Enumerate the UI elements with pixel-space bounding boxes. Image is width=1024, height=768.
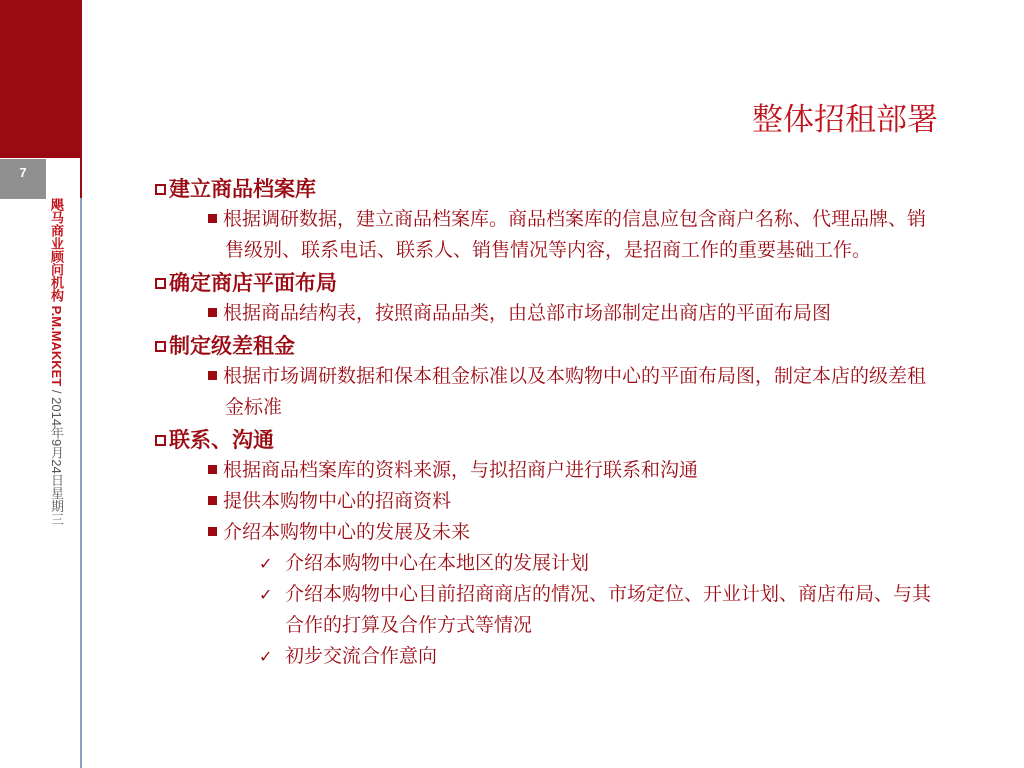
hollow-square-bullet-icon [155, 184, 166, 195]
filled-square-bullet-icon [208, 371, 217, 380]
check-item: ✓ 介绍本购物中心在本地区的发展计划 [155, 548, 935, 579]
side-brand: P.M.MAKKET [49, 305, 64, 387]
side-org: 飓马商业顾问机构 [49, 198, 64, 302]
bullet-item: 根据商品档案库的资料来源，与拟招商户进行联系和沟通 [155, 455, 935, 486]
checkmark-icon: ✓ [259, 647, 273, 666]
side-date: 2014年9月24日星期三 [49, 397, 64, 526]
check-item: ✓ 介绍本购物中心目前招商商店的情况、市场定位、开业计划、商店布局、与其合作的打算及合作方式等情况 [155, 579, 935, 641]
section-heading: 制定级差租金 [155, 331, 935, 361]
checkmark-icon: ✓ [259, 554, 273, 573]
slide-content [155, 172, 935, 672]
section-heading: 建立商品档案库 [155, 174, 935, 204]
slide-number-box [0, 158, 46, 199]
side-divider-gray [80, 198, 82, 768]
side-divider-red [80, 0, 82, 198]
bullet-item: 根据市场调研数据和保本租金标准以及本购物中心的平面布局图，制定本店的级差租金标准 [155, 361, 935, 423]
hollow-square-bullet-icon [155, 341, 166, 352]
check-item: ✓ 初步交流合作意向 [155, 641, 935, 672]
bullet-item: 提供本购物中心的招商资料 [155, 486, 935, 517]
hollow-square-bullet-icon [155, 435, 166, 446]
page-title: 整体招租部署 [752, 102, 938, 138]
slide-number: 7 [19, 165, 27, 180]
filled-square-bullet-icon [208, 465, 217, 474]
side-separator: / [49, 389, 64, 398]
bullet-item: 根据商品结构表，按照商品品类，由总部市场部制定出商店的平面布局图 [155, 298, 935, 329]
hollow-square-bullet-icon [155, 278, 166, 289]
filled-square-bullet-icon [208, 527, 217, 536]
checkmark-icon: ✓ [259, 585, 273, 604]
side-caption [45, 198, 67, 668]
bullet-item: 介绍本购物中心的发展及未来 [155, 517, 935, 548]
filled-square-bullet-icon [208, 214, 217, 223]
top-accent-bar [0, 0, 82, 158]
section-heading: 联系、沟通 [155, 425, 935, 455]
filled-square-bullet-icon [208, 496, 217, 505]
bullet-item: 根据调研数据，建立商品档案库。商品档案库的信息应包含商户名称、代理品牌、销售级别、联系电话、联系人、销售情况等内容，是招商工作的重要基础工作。 [155, 204, 935, 266]
section-heading: 确定商店平面布局 [155, 268, 935, 298]
filled-square-bullet-icon [208, 308, 217, 317]
